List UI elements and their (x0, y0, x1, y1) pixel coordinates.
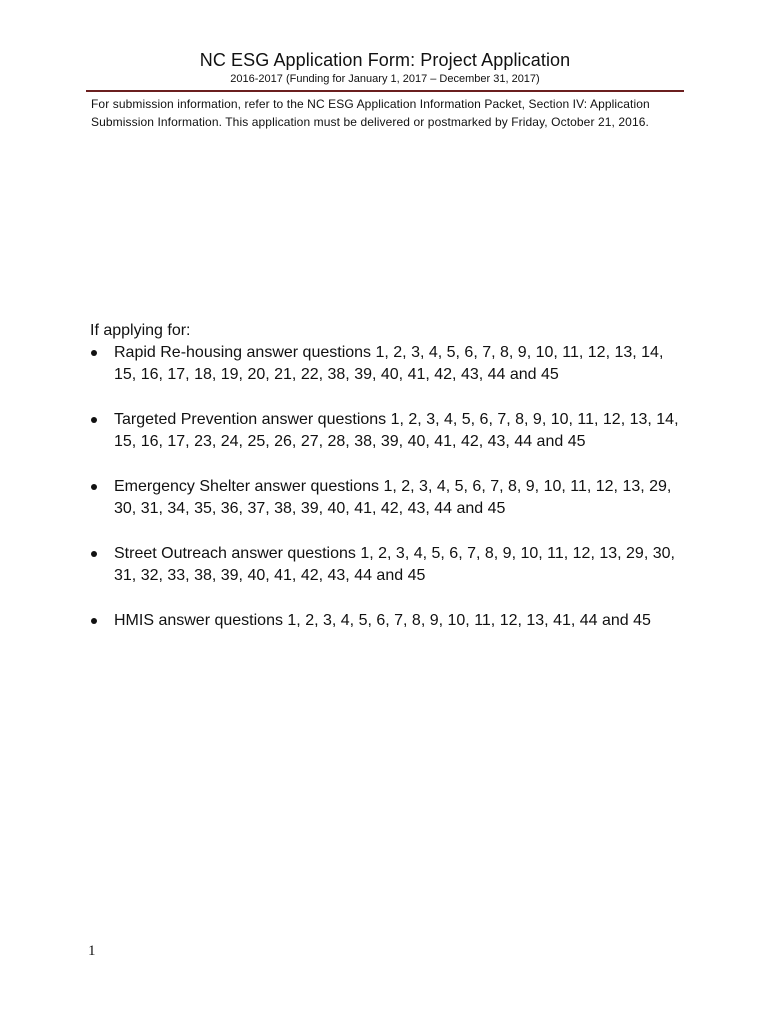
bullet-icon (91, 618, 97, 624)
applying-intro: If applying for: (90, 322, 191, 339)
bullet-icon (91, 417, 97, 423)
list-item-text: Emergency Shelter answer questions 1, 2, 3, 4, 5, 6, 7, 8, 9, 10, 11, 12, 13, 29, 30, 31, 34, 35, 36, 37, 38, 39, 40, 41, 42, 43, 44 and 45 (114, 478, 672, 517)
funding-period-subtitle: 2016-2017 (Funding for January 1, 2017 – December 31, 2017) (230, 73, 540, 85)
list-item (90, 610, 690, 632)
list-item-text: HMIS answer questions 1, 2, 3, 4, 5, 6, 7, 8, 9, 10, 11, 12, 13, 41, 44 and 45 (114, 612, 651, 629)
bullet-icon (91, 350, 97, 356)
bullet-icon (91, 551, 97, 557)
page-number: 1 (88, 943, 96, 959)
submission-note: For submission information, refer to the NC ESG Application Information Packet, Section IV: Application Submission Information. This application must be delivered or postmarked by Friday, October 21, 2016. (91, 97, 650, 129)
list-item (90, 543, 690, 587)
page-title: NC ESG Application Form: Project Application (199, 50, 571, 70)
header-divider (86, 90, 684, 92)
list-item-text: Targeted Prevention answer questions 1, 2, 3, 4, 5, 6, 7, 8, 9, 10, 11, 12, 13, 14, 15, 16, 17, 23, 24, 25, 26, 27, 28, 38, 39, 40, 41, 42, 43, 44 and 45 (114, 411, 679, 450)
bullet-icon (91, 484, 97, 490)
list-item-text: Street Outreach answer questions 1, 2, 3, 4, 5, 6, 7, 8, 9, 10, 11, 12, 13, 29, 30, 31, 32, 33, 38, 39, 40, 41, 42, 43, 44 and 45 (114, 545, 675, 584)
list-item-text: Rapid Re-housing answer questions 1, 2, 3, 4, 5, 6, 7, 8, 9, 10, 11, 12, 13, 14, 15, 16, 17, 18, 19, 20, 21, 22, 38, 39, 40, 41, 42, 43, 44 and 45 (114, 344, 664, 383)
list-item (90, 409, 690, 453)
list-item (90, 342, 690, 386)
list-item (90, 476, 690, 520)
program-question-list (90, 342, 690, 655)
